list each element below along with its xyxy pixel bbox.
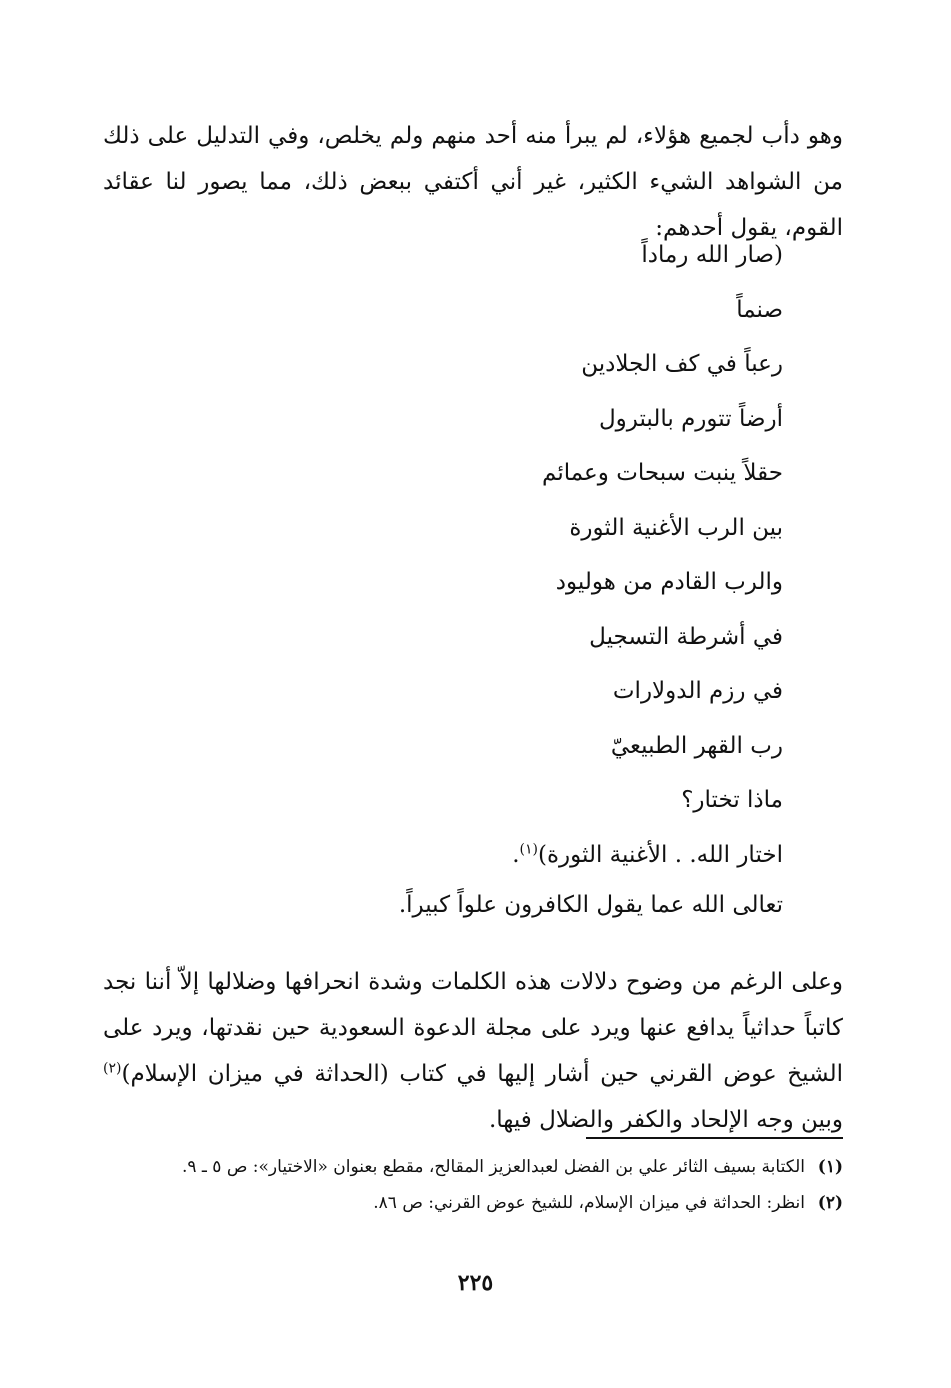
poem-last-line-text: اختار الله. . الأغنية الثورة) — [538, 841, 783, 868]
footnote-item — [103, 1152, 843, 1182]
poem-line: ماذا تختار؟ — [681, 787, 783, 813]
after-paragraph-end: وبين وجه الإلحاد والكفر والضلال فيها. — [488, 1107, 843, 1133]
poem-line: رب القهر الطبيعيّ — [610, 732, 783, 759]
poem-last-line-end: . — [512, 841, 520, 868]
intro-paragraph: وهو دأب لجميع هؤلاء، لم يبرأ منه أحد منهم ولم يخلص، وفي التدليل على ذلك من الشواهد الشيء الكثير، غير أني أكتفي ببعض ذلك، مما يصور لنا عقائد القوم، يقول أحدهم: — [103, 123, 843, 241]
poem-line: أرضاً تتورم بالبترول — [598, 405, 783, 432]
footnote-text: الكتابة بسيف الثائر علي بن الفضل لعبدالعزيز المقالح، مقطع بعنوان «الاختيار»: ص ٥ ـ ٩. — [181, 1157, 805, 1177]
after-paragraph-text: وعلى الرغم من وضوح دلالات هذه الكلمات وشدة انحرافها وضلالها إلاّ أننا نجد كاتباً حداثياً يدافع عنها ويرد على مجلة الدعوة السعودية حين نقدتها، ويرد على الشيخ عوض القرني حين أشار إليها في كتاب (الحداثة في ميزان الإسلام) — [103, 969, 843, 1087]
page-number: ٢٢٥ — [457, 1270, 494, 1296]
poem-line: (صار الله رماداً — [641, 242, 783, 268]
footnote-number: (٢) — [817, 1193, 843, 1213]
poem-line: رعباً في كف الجلادين — [581, 351, 783, 377]
footnote-item — [103, 1188, 843, 1218]
poem-line: في أشرطة التسجيل — [589, 623, 783, 650]
footnote-divider — [586, 1137, 843, 1139]
poem-block — [263, 228, 783, 882]
poem-line: حقلاً ينبت سبحات وعمائم — [542, 460, 783, 486]
footnote-ref-2[interactable]: (٢) — [103, 1060, 122, 1077]
poem-line: صنماً — [736, 296, 783, 323]
poem-line: بين الرب الأغنية الثورة — [569, 514, 783, 541]
footnote-number: (١) — [817, 1157, 843, 1177]
poem-line: في رزم الدولارات — [612, 678, 783, 704]
poem-last-line — [263, 828, 783, 883]
closing-line: تعالى الله عما يقول الكافرون علواً كبيراً. — [398, 892, 783, 918]
footnotes — [103, 1152, 843, 1224]
footnote-text: انظر: الحداثة في ميزان الإسلام، للشيخ عوض القرني: ص ٨٦. — [373, 1193, 805, 1213]
after-paragraph — [103, 959, 843, 1143]
footnote-ref-1[interactable]: (١) — [519, 840, 539, 857]
poem-line: والرب القادم من هوليود — [555, 569, 783, 595]
